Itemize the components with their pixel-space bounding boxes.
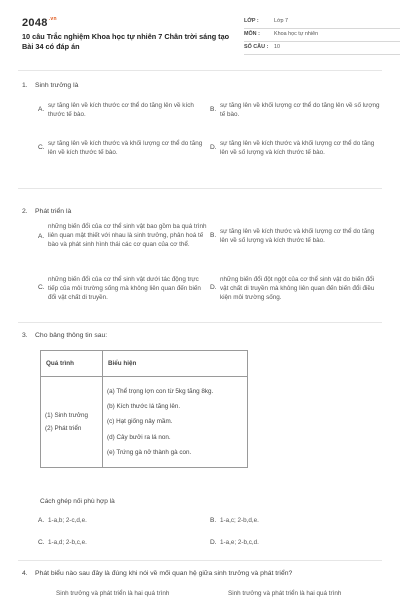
meta-label: MÔN : [244,31,260,38]
option-1a[interactable] [38,101,208,119]
expression-item: (c) Hạt giống nảy mầm. [107,418,173,426]
table-header-expression: Biểu hiện [103,351,248,377]
expression-item: (e) Trứng gà nở thành gà con. [107,448,192,456]
question-divider [18,560,382,561]
question-1 [18,81,382,91]
table-cell-items [103,377,248,468]
process-item: (2) Phát triển [45,424,82,432]
option-text: những biến đổi của cơ thể sinh vật dưới tác động trực tiếp của môi trường sống mà không liên quan đến biến đổi vật chất di truyền. [48,276,201,302]
option-text: Sinh trưởng và phát triển là hai quá trình [56,590,170,597]
option-3d[interactable] [210,538,380,548]
option-3c[interactable] [38,538,208,548]
question-number: 3. [22,332,28,339]
meta-value: Khoa học tự nhiên [274,31,319,38]
option-3b[interactable] [210,516,380,526]
option-3a[interactable] [38,516,208,526]
option-letter: B. [210,232,217,239]
option-letter: B. [210,517,217,524]
meta-row-count [244,42,400,55]
meta-value: 10 [274,44,280,51]
logo-suffix: .vn [48,16,57,22]
question-number: 2. [22,208,28,215]
question-3-prompt: Cách ghép nối phù hợp là [40,498,115,505]
option-text: sự tăng lên về kích thước và khối lượng cơ thể do tăng lên về số lượng và kích thước tế bào. [220,140,375,157]
option-4a[interactable] [56,589,226,598]
question-stem: Phát biểu nào sau đây là đúng khi nói về mối quan hệ giữa sinh trưởng và phát triển? [35,570,293,577]
option-text: 1-a,b; 2-c,d,e. [48,517,87,524]
question-4 [18,569,382,579]
meta-label: SỐ CÂU : [244,44,269,51]
option-text: sự tăng lên về kích thước cơ thể do tăng lên về kích thước tế bào. [48,102,194,119]
option-letter: D. [210,539,217,546]
meta-row-subject [244,29,400,42]
option-letter: A. [38,233,45,240]
option-text: sự tăng lên về kích thước và khối lượng cơ thể do tăng lên về số lượng và kích thước tế bào. [220,228,375,245]
logo-main: 2048 [22,17,48,29]
option-text: 1-a,e; 2-b,c,d. [220,539,259,546]
table-row [41,377,248,468]
option-letter: B. [210,106,217,113]
site-logo[interactable] [22,16,57,32]
meta-label: LỚP : [244,18,259,25]
table-header-process: Quá trình [41,351,103,377]
option-1b[interactable] [210,101,380,119]
info-table [40,350,248,468]
option-letter: D. [210,144,217,151]
expression-item: (d) Cây bưởi ra lá non. [107,433,171,441]
question-number: 4. [22,570,28,577]
table-cell-processes [41,377,103,468]
question-2 [18,207,382,217]
option-2c[interactable] [38,275,208,302]
question-stem: Phát triển là [35,208,72,215]
option-letter: C. [38,144,45,151]
option-text: 1-a,d; 2-b,c,e. [48,539,87,546]
question-number: 1. [22,82,28,89]
option-text: những biến đổi đột ngột của cơ thể sinh vật do biến đổi vật chất di truyền mà không liên quan đến biến đổi điều kiện môi trường sống. [220,276,375,302]
option-text: những biến đổi của cơ thể sinh vật bao gồm ba quá trình liên quan mật thiết với nhau là sinh trưởng, phân hoá tế bào và phát sinh hình thái các cơ quan của cơ thể. [48,223,207,249]
option-letter: A. [38,517,45,524]
question-text [22,569,382,579]
option-text: Sinh trưởng và phát triển là hai quá trình [228,590,342,597]
question-text [22,207,382,217]
meta-value: Lớp 7 [274,18,289,25]
option-1d[interactable] [210,139,380,157]
question-text [22,81,382,91]
option-2a[interactable] [38,222,208,249]
question-3 [18,331,382,341]
option-2d[interactable] [210,275,380,302]
question-divider [18,322,382,323]
question-stem: Cho bảng thông tin sau: [35,332,108,339]
option-letter: C. [38,539,45,546]
meta-row-class [244,16,400,29]
process-item: (1) Sinh trưởng [45,411,88,419]
question-divider [18,188,382,189]
table-header-row [41,351,248,377]
option-2b[interactable] [210,227,380,245]
option-text: sự tăng lên về khối lượng cơ thể do tăng lên về số lượng tế bào. [220,102,380,119]
expression-item: (b) Kích thước lá tăng lên. [107,403,181,411]
document-title: 10 câu Trắc nghiệm Khoa học tự nhiên 7 Chân trời sáng tạo Bài 34 có đáp án [22,32,230,51]
option-1c[interactable] [38,139,208,157]
question-stem: Sinh trưởng là [35,82,79,89]
option-text: 1-a,c; 2-b,d,e. [220,517,259,524]
option-letter: C. [38,284,45,291]
expression-item: (a) Thể trọng lợn con từ 5kg tăng 8kg. [107,388,214,396]
option-letter: A. [38,106,45,113]
option-text: sự tăng lên về kích thước và khối lượng cơ thể do tăng lên về kích thước tế bào. [48,140,203,157]
header-divider [18,70,382,71]
question-text [22,331,382,341]
option-letter: D. [210,284,217,291]
document-header [18,14,382,60]
document-meta [244,16,400,55]
option-4b[interactable] [228,589,398,598]
